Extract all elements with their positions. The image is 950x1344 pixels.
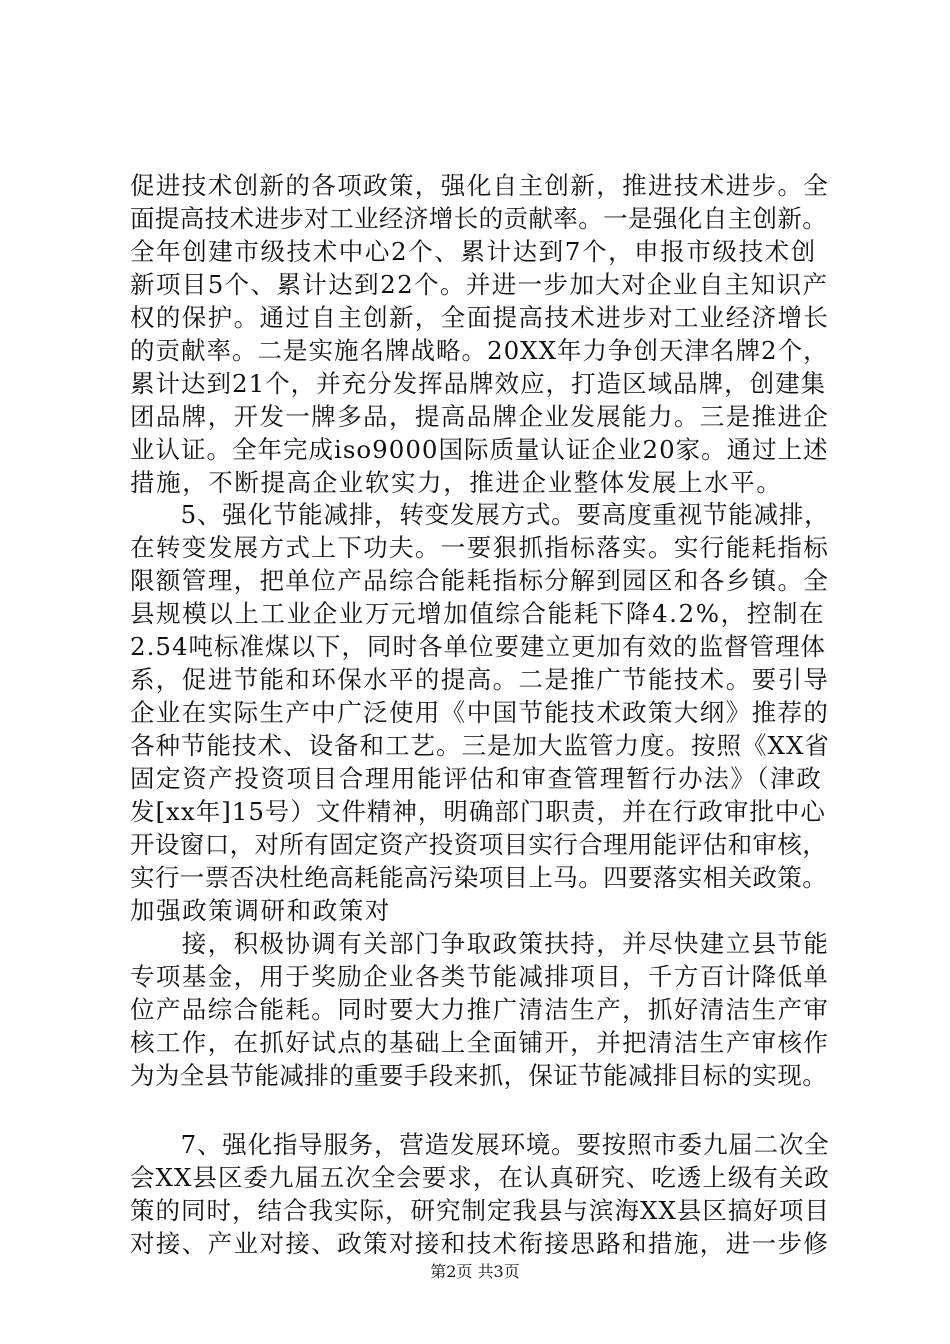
text-line: 位产品综合能耗。同时要大力推广清洁生产，抓好清洁生产审	[130, 995, 830, 1024]
text-line: 各种节能技术、设备和工艺。三是加大监管力度。按照《XX省	[130, 731, 830, 760]
text-line: 面提高技术进步对工业经济增长的贡献率。一是强化自主创新。	[130, 204, 828, 233]
text-line: 权的保护。通过自主创新，全面提高技术进步对工业经济增长	[130, 303, 830, 332]
text-line: 核工作，在抓好试点的基础上全面铺开，并把清洁生产审核作	[130, 1028, 830, 1057]
text-line: 固定资产投资项目合理用能评估和审查管理暂行办法》（津政	[130, 764, 823, 793]
text-line: 发[xx年]15号）文件精神，明确部门职责，并在行政审批中心	[130, 797, 826, 826]
text-line: 企业在实际生产中广泛使用《中国节能技术政策大纲》推荐的	[130, 698, 830, 727]
text-line: 限额管理，把单位产品综合能耗指标分解到园区和各乡镇。全	[130, 566, 830, 595]
text-line: 措施，不断提高企业软实力，推进企业整体发展上水平。	[130, 468, 783, 497]
text-line: 实行一票否决杜绝高耗能高污染项目上马。四要落实相关政策。	[130, 863, 828, 892]
text-line: 接，积极协调有关部门争取政策扶持，并尽快建立县节能	[130, 929, 830, 958]
text-line: 7、强化指导服务，营造发展环境。要按照市委九届二次全	[130, 1130, 830, 1159]
text-line: 业认证。全年完成iso9000国际质量认证企业20家。通过上述	[130, 435, 829, 464]
text-line: 系，促进节能和环保水平的提高。二是推广节能技术。要引导	[130, 665, 830, 694]
text-line: 开设窗口，对所有固定资产投资项目实行合理用能评估和审核，	[130, 830, 828, 859]
text-line: 2.54吨标准煤以下，同时各单位要建立更加有效的监督管理体	[130, 632, 827, 661]
text-line: 加强政策调研和政策对	[130, 896, 391, 925]
text-line: 在转变发展方式上下功夫。一要狠抓指标落实。实行能耗指标	[130, 533, 830, 562]
text-line: 县规模以上工业企业万元增加值综合能耗下降4.2%，控制在	[130, 599, 826, 628]
text-line: 新项目5个、累计达到22个。并进一步加大对企业自主知识产	[130, 270, 829, 299]
text-line: 专项基金，用于奖励企业各类节能减排项目，千方百计降低单	[130, 962, 830, 991]
text-line: 全年创建市级技术中心2个、累计达到7个，申报市级技术创	[130, 237, 817, 266]
text-line: 为为全县节能减排的重要手段来抓，保证节能减排目标的实现。	[130, 1061, 828, 1090]
text-line: 对接、产业对接、政策对接和技术衔接思路和措施，进一步修	[130, 1229, 830, 1258]
text-line: 策的同时，结合我实际，研究制定我县与滨海XX县区搞好项目	[130, 1196, 830, 1225]
text-line: 团品牌，开发一牌多品，提高品牌企业发展能力。三是推进企	[130, 402, 830, 431]
text-line: 累计达到21个，并充分发挥品牌效应，打造区域品牌，创建集	[130, 369, 827, 398]
text-line: 的贡献率。二是实施名牌战略。20XX年力争创天津名牌2个，	[130, 336, 829, 365]
text-line: 促进技术创新的各项政策，强化自主创新，推进技术进步。全	[130, 171, 830, 200]
page-footer: 第2页 共3页	[430, 1262, 520, 1281]
text-line: 会XX县区委九届五次全会要求，在认真研究、吃透上级有关政	[130, 1163, 830, 1192]
text-line: 5、强化节能减排，转变发展方式。要高度重视节能减排，	[130, 500, 830, 529]
